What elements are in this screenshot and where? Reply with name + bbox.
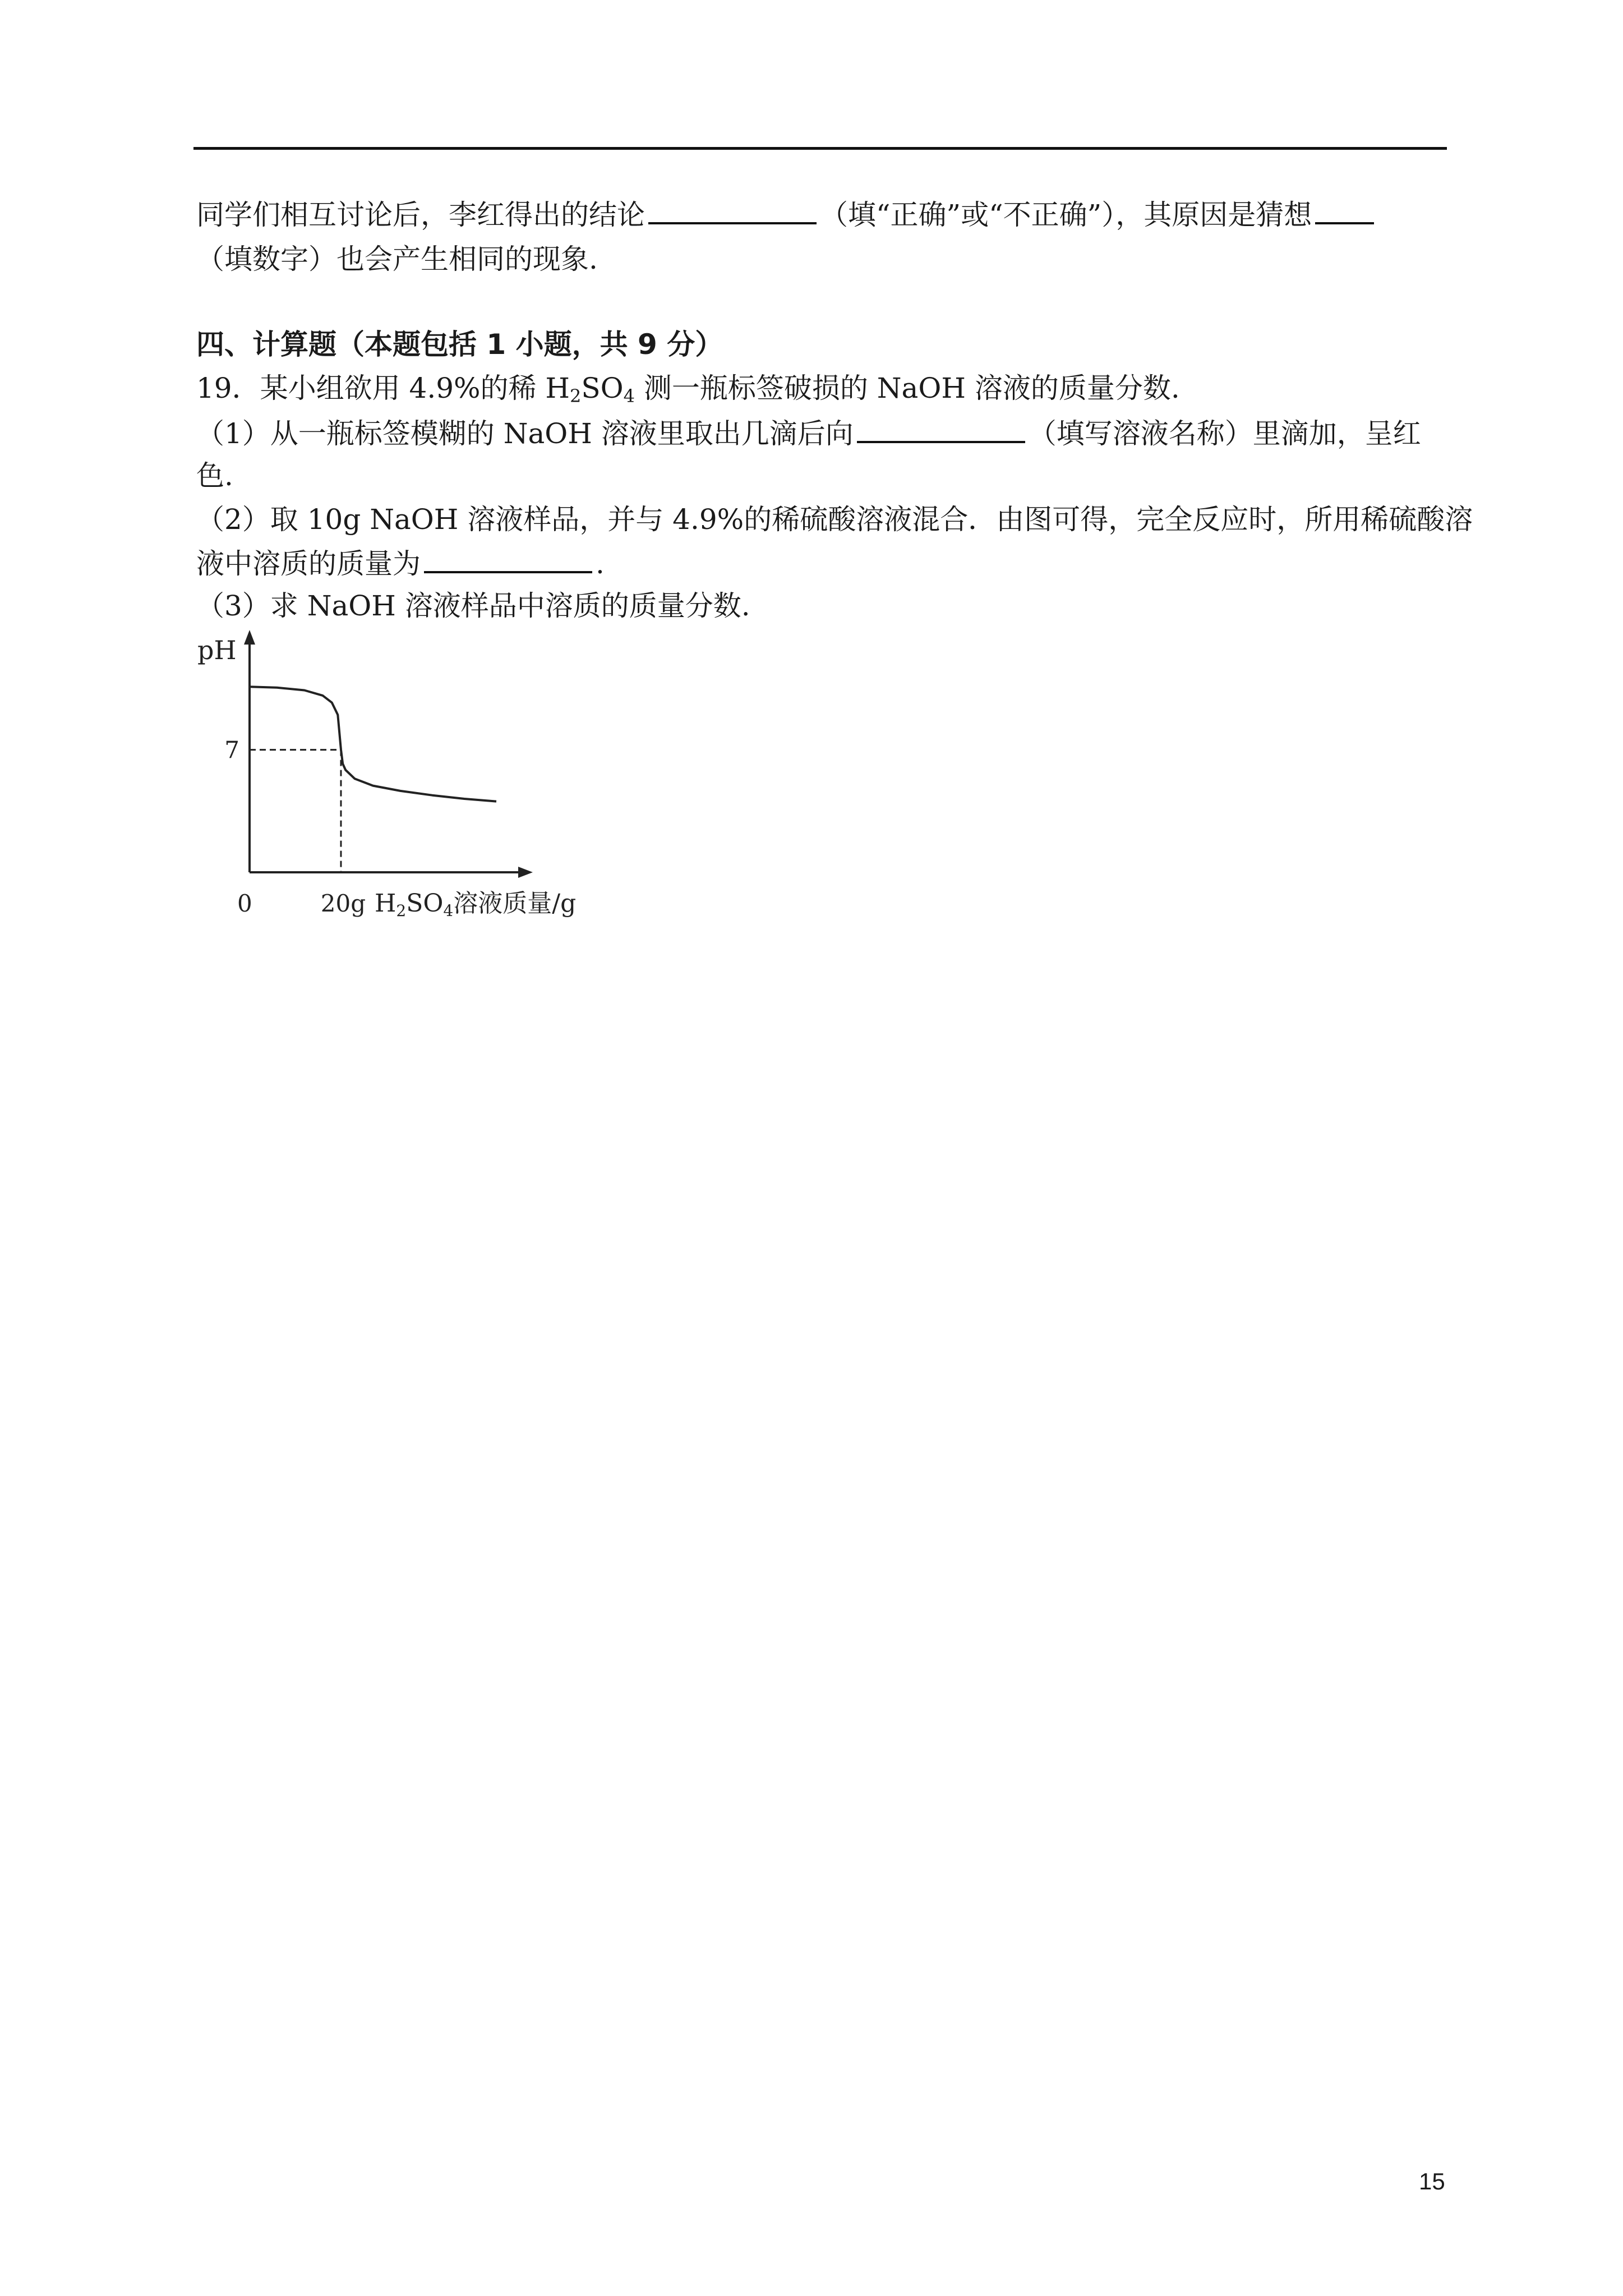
stem-sub-1: 2	[570, 385, 582, 407]
conclusion-text-2: （填“正确”或“不正确”），其原因是猜想	[820, 199, 1312, 231]
section-heading: 四、计算题（本题包括 1 小题，共 9 分）	[196, 328, 723, 361]
y-mark-label: 7	[224, 736, 239, 764]
page-number: 15	[1419, 2168, 1445, 2194]
q2-text-b: 液中溶质的质量为	[196, 547, 421, 580]
q1-text-a: （1）从一瓶标签模糊的 NaOH 溶液里取出几滴后向	[196, 417, 854, 450]
x-axis-label-c: 溶液质量/g	[453, 889, 577, 918]
question-19-part-2: （2）取 10g NaOH 溶液样品，并与 4.9%的稀硫酸溶液混合．由图可得，完全反应时，所用稀硫酸溶	[196, 503, 1473, 536]
answer-blank-hypothesis[interactable]	[1315, 197, 1374, 224]
x-axis-label-b: SO	[406, 889, 444, 918]
x-axis-label-a: H	[375, 889, 396, 918]
ph-curve	[250, 687, 496, 801]
conclusion-line-2	[196, 242, 598, 276]
question-19-stem	[196, 371, 1180, 405]
stem-text-a: 19．某小组欲用 4.9%的稀 H	[196, 372, 570, 404]
question-19-part-2-cont	[196, 546, 605, 581]
conclusion-text-1: 同学们相互讨论后，李红得出的结论	[196, 199, 645, 231]
stem-text-b: SO	[581, 372, 624, 404]
question-19-part-3: （3）求 NaOH 溶液样品中溶质的质量分数.	[196, 590, 750, 622]
x-mark-label: 20g	[320, 890, 366, 917]
q2-text-c: .	[596, 547, 605, 580]
origin-label: 0	[237, 890, 252, 917]
y-axis-label: pH	[197, 635, 237, 665]
answer-blank-indicator[interactable]	[857, 416, 1025, 443]
x-axis-arrow	[518, 867, 533, 878]
x-axis-label-sub2: 4	[443, 901, 454, 920]
question-19-part-1-cont: 色.	[196, 459, 233, 492]
stem-sub-2: 4	[623, 385, 635, 407]
ph-chart-svg	[185, 625, 611, 928]
x-axis-label	[375, 889, 576, 920]
header-rule	[193, 147, 1447, 150]
answer-blank-solute-mass[interactable]	[424, 546, 592, 573]
ph-chart	[185, 625, 611, 928]
question-19-part-1	[196, 416, 1421, 450]
conclusion-text-3: （填数字）也会产生相同的现象.	[196, 243, 598, 275]
conclusion-line-1	[196, 197, 1377, 232]
stem-text-c: 测一瓶标签破损的 NaOH 溶液的质量分数.	[635, 372, 1180, 404]
y-axis-arrow	[244, 630, 255, 645]
x-axis-label-sub1: 2	[396, 901, 407, 920]
answer-blank-conclusion[interactable]	[648, 197, 817, 224]
q1-text-b: （填写溶液名称）里滴加，呈红	[1028, 417, 1421, 450]
